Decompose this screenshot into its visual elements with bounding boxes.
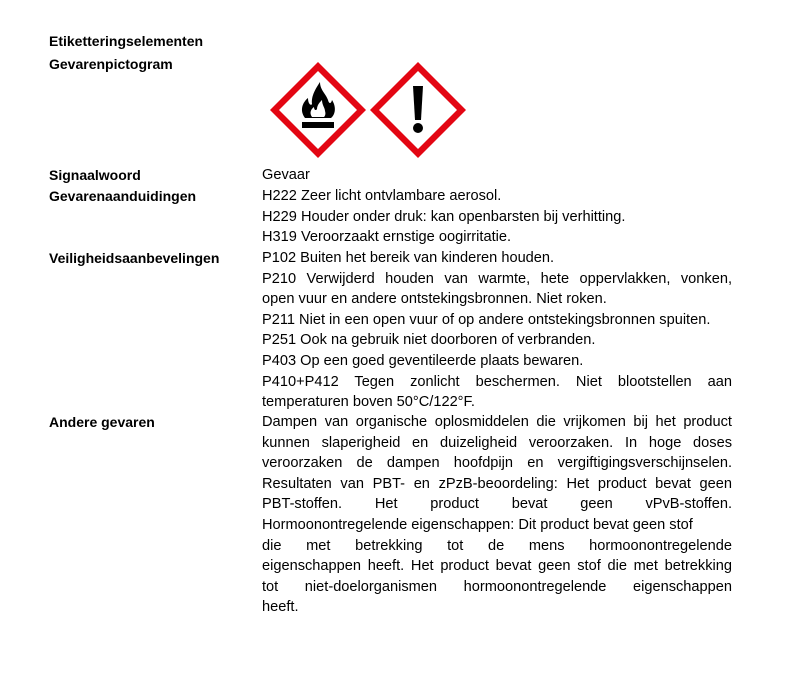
hazard-line: H319 Veroorzaakt ernstige oogirritatie. xyxy=(262,229,512,246)
precaution-line: P211 Niet in een open vuur of op andere ontstekingsbronnen spuiten. xyxy=(262,311,711,328)
other-hazards xyxy=(262,412,732,618)
section-title: Etiketteringselementen xyxy=(49,33,204,49)
precaution-line: P102 Buiten het bereik van kinderen houden. xyxy=(262,250,555,266)
other-hazards-line: veroorzaken de dampen hoofdpijn en vergiftigingsverschijnselen. xyxy=(262,455,732,472)
signal-word-value: Gevaar xyxy=(262,167,310,183)
precaution-line: P403 Op een goed geventileerde plaats bewaren. xyxy=(262,352,584,369)
precaution-line: P410+P412 Tegen zonlicht beschermen. Niet blootstellen aan xyxy=(262,373,732,390)
precaution-line: P251 Ook na gebruik niet doorboren of verbranden. xyxy=(262,332,596,349)
hazard-statements xyxy=(262,186,732,248)
precautionary-statements xyxy=(262,248,732,413)
hazard-statements-label: Gevarenaanduidingen xyxy=(49,188,197,204)
other-hazards-line: tot niet-doelorganismen hormoonontregelende eigenschappen xyxy=(262,578,732,595)
other-hazards-line: die met betrekking tot de mens hormoonontregelende xyxy=(262,537,732,554)
precaution-line: P210 Verwijderd houden van warmte, hete oppervlakken, vonken, xyxy=(262,270,732,287)
precaution-line: temperaturen boven 50°C/122°F. xyxy=(262,394,475,411)
other-hazards-line: Dampen van organische oplosmiddelen die vrijkomen bij het product xyxy=(262,414,732,430)
other-hazards-label: Andere gevaren xyxy=(49,414,155,430)
pictogram-label: Gevarenpictogram xyxy=(49,56,173,72)
other-hazards-line: PBT-stoffen. Het product bevat geen vPvB-stoffen. xyxy=(262,496,732,513)
other-hazards-line: heeft. xyxy=(262,599,299,616)
other-hazards-line: Resultaten van PBT- en zPzB-beoordeling: Het product bevat geen xyxy=(262,475,732,492)
other-hazards-line: kunnen slaperigheid en duizeligheid veroorzaken. In hoge doses xyxy=(262,434,732,451)
precautionary-statements-label: Veiligheidsaanbevelingen xyxy=(49,250,220,266)
signal-word-label: Signaalwoord xyxy=(49,167,141,183)
hazard-line: H229 Houder onder druk: kan openbarsten bij verhitting. xyxy=(262,208,626,225)
other-hazards-line: Hormoonontregelende eigenschappen: Dit product bevat geen stof xyxy=(262,516,693,533)
hazard-line: H222 Zeer licht ontvlambare aerosol. xyxy=(262,188,502,204)
precaution-line: open vuur en andere ontstekingsbronnen. Niet roken. xyxy=(262,291,607,308)
ghs07-exclamation-mark-icon xyxy=(368,60,468,164)
other-hazards-line: eigenschappen heeft. Het product bevat geen stof die met betrekking xyxy=(262,558,732,575)
ghs02-flame-icon xyxy=(268,60,368,164)
